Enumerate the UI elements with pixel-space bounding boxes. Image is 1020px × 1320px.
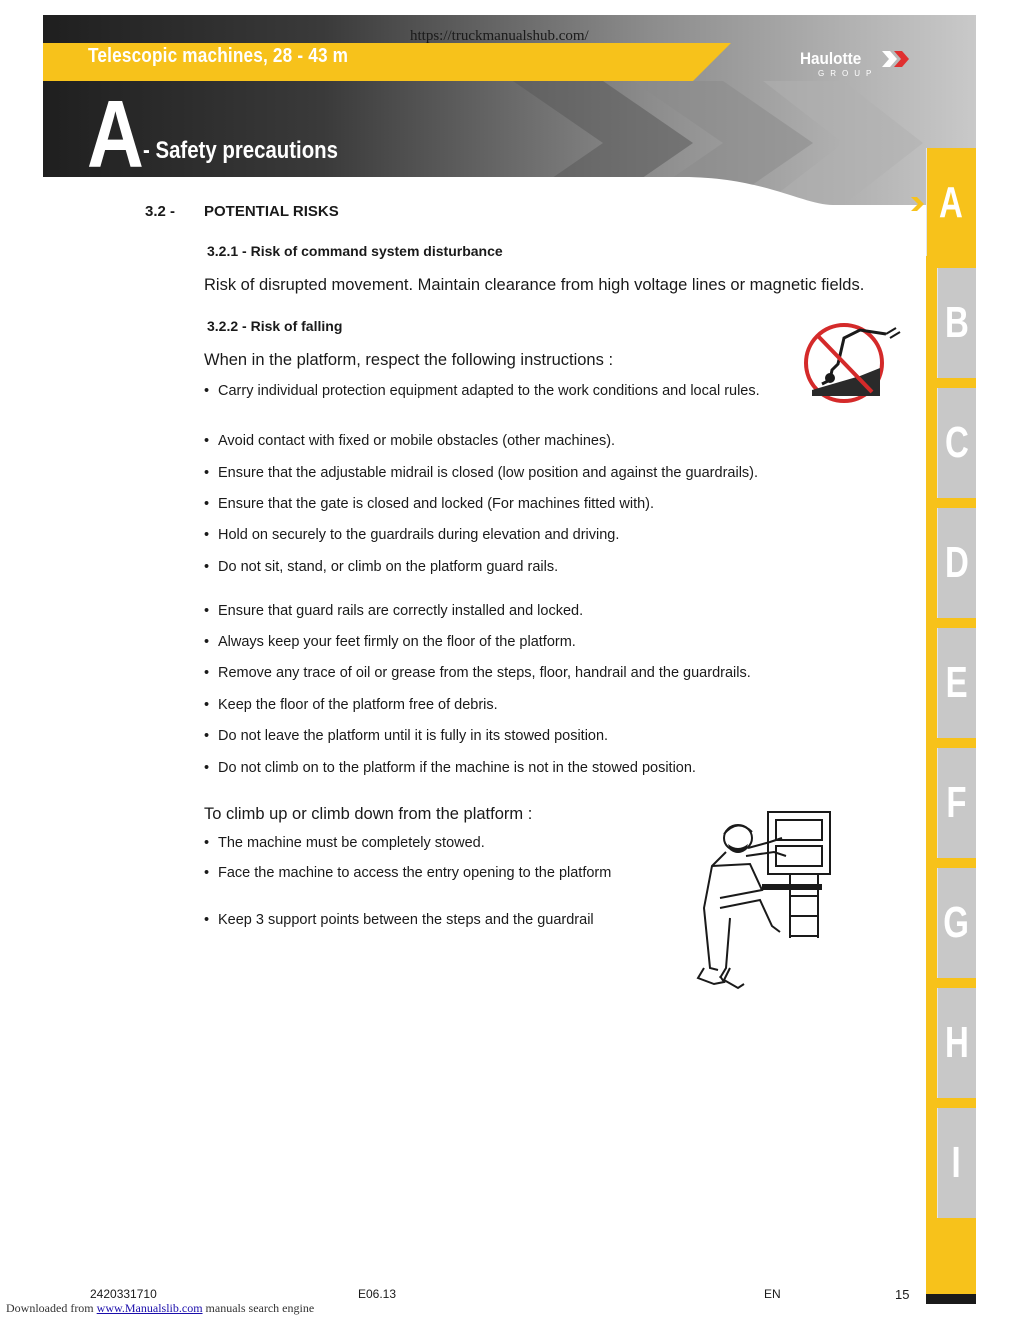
bullet-text: Ensure that the gate is closed and locked (For machines fitted with). <box>218 496 655 512</box>
logo-chevron-icon <box>882 51 912 67</box>
list-item <box>204 558 558 577</box>
bullet-marker: • <box>204 835 210 851</box>
bullet-marker: • <box>204 433 210 449</box>
bullet-marker: • <box>204 634 210 650</box>
source-url: https://truckmanualshub.com/ <box>410 28 589 44</box>
tab-g[interactable] <box>937 868 976 978</box>
section-number: 3.2 - <box>145 203 176 220</box>
bullet-marker: • <box>204 728 210 744</box>
logo-wordmark: Haulotte <box>800 49 862 68</box>
section-title: POTENTIAL RISKS <box>204 203 339 220</box>
tab-d[interactable] <box>937 508 976 618</box>
tab-label: B <box>944 298 969 347</box>
download-source-note <box>6 1301 314 1316</box>
tab-b[interactable] <box>937 268 976 378</box>
list-item <box>204 432 615 451</box>
no-climbing-prohibition-icon <box>800 318 905 408</box>
bullet-marker: • <box>204 912 210 928</box>
bullet-marker: • <box>204 383 210 399</box>
haulotte-logo <box>800 49 910 83</box>
tab-e[interactable] <box>937 628 976 738</box>
tab-label: D <box>944 538 969 587</box>
tab-label: A <box>939 178 963 227</box>
list-item <box>204 464 758 483</box>
manual-title: Telescopic machines, 28 - 43 m <box>88 45 349 67</box>
bullet-marker: • <box>204 496 210 512</box>
bullet-marker: • <box>204 665 210 681</box>
tab-label: G <box>943 898 970 947</box>
bullet-text: Always keep your feet firmly on the floor of the platform. <box>218 634 576 650</box>
bullet-text: Face the machine to access the entry opening to the platform <box>218 865 612 881</box>
subsection-title-command: 3.2.1 - Risk of command system disturbance <box>207 243 503 259</box>
bullet-text: Do not leave the platform until it is fully in its stowed position. <box>218 728 609 744</box>
bullet-text: Do not sit, stand, or climb on the platform guard rails. <box>218 559 559 575</box>
document-number: 2420331710 <box>90 1287 157 1301</box>
page-header <box>43 15 976 205</box>
bullet-marker: • <box>204 559 210 575</box>
list-item <box>204 382 786 401</box>
tab-label: H <box>944 1018 969 1067</box>
tab-f[interactable] <box>937 748 976 858</box>
list-item <box>204 602 583 621</box>
bullet-text: Avoid contact with fixed or mobile obstacles (other machines). <box>218 433 616 449</box>
active-tab-arrow-icon <box>911 195 929 213</box>
logo-group-text: GROUP <box>818 69 878 78</box>
bullet-marker: • <box>204 697 210 713</box>
bullet-text: Carry individual protection equipment adapted to the work conditions and local rules. <box>218 383 760 399</box>
download-suffix: manuals search engine <box>205 1301 315 1315</box>
bullet-text: Ensure that guard rails are correctly installed and locked. <box>218 603 584 619</box>
bullet-marker: • <box>204 465 210 481</box>
tab-label: E <box>945 658 968 707</box>
tab-i[interactable] <box>937 1108 976 1218</box>
chapter-title: - Safety precautions <box>143 137 338 164</box>
tab-label: C <box>944 418 969 467</box>
bullet-marker: • <box>204 760 210 776</box>
platform-intro: When in the platform, respect the following instructions : <box>204 351 614 369</box>
list-item <box>204 864 622 883</box>
bullet-text: Remove any trace of oil or grease from the steps, floor, handrail and the guardrails. <box>218 665 751 681</box>
manualslib-link[interactable]: www.Manualslib.com <box>96 1301 203 1315</box>
tab-label: I <box>951 1138 962 1187</box>
list-item <box>204 526 619 545</box>
command-risk-text: Risk of disrupted movement. Maintain clearance from high voltage lines or magnetic fields. <box>204 276 865 294</box>
list-item <box>204 664 751 683</box>
bullet-text: Ensure that the adjustable midrail is closed (low position and against the guardrails). <box>218 465 759 481</box>
bullet-marker: • <box>204 865 210 881</box>
list-item <box>204 911 594 930</box>
bullet-text: Keep 3 support points between the steps and the guardrail <box>218 912 594 928</box>
language-code: EN <box>764 1287 781 1301</box>
tab-a[interactable] <box>926 148 976 256</box>
bullet-text: Keep the floor of the platform free of debris. <box>218 697 498 713</box>
bullet-marker: • <box>204 527 210 543</box>
subsection-title-falling: 3.2.2 - Risk of falling <box>207 318 343 334</box>
list-item <box>204 495 654 514</box>
climbing-person-illustration <box>690 808 840 998</box>
footer-black-bar <box>926 1294 976 1304</box>
list-item <box>204 834 485 853</box>
bullet-text: Do not climb on to the platform if the machine is not in the stowed position. <box>218 760 696 776</box>
chapter-letter: A <box>87 81 144 188</box>
list-item <box>204 696 498 715</box>
tab-c[interactable] <box>937 388 976 498</box>
tab-label: F <box>946 778 967 827</box>
download-prefix: Downloaded from <box>6 1301 94 1315</box>
page-number: 15 <box>895 1287 910 1302</box>
bullet-text: Hold on securely to the guardrails during elevation and driving. <box>218 527 620 543</box>
list-item <box>204 727 608 746</box>
edition: E06.13 <box>358 1287 397 1301</box>
bullet-marker: • <box>204 603 210 619</box>
list-item <box>204 633 576 652</box>
tab-h[interactable] <box>937 988 976 1098</box>
bullet-text: The machine must be completely stowed. <box>218 835 485 851</box>
list-item <box>204 759 696 778</box>
climb-intro: To climb up or climb down from the platform : <box>204 805 533 823</box>
